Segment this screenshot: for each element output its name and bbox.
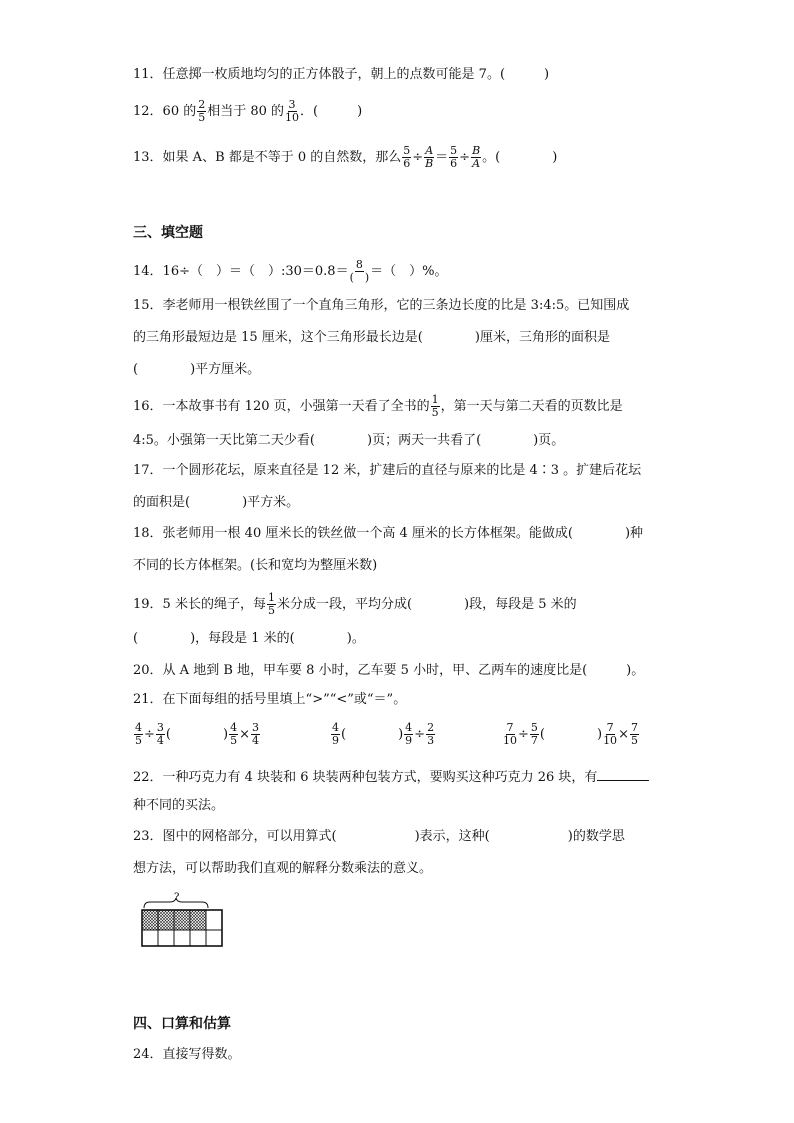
question-15-line-1: 15．李老师用一根铁丝围了一个直角三角形，它的三条边长度的比是 3:4:5。已知围成 <box>133 298 630 313</box>
operator: ÷ <box>414 727 426 742</box>
question-22-line-2: 种不同的买法。 <box>133 798 225 813</box>
denominator: 6 <box>450 157 458 170</box>
denominator: 10 <box>603 734 618 747</box>
fraction <box>251 722 260 747</box>
section-4-heading: 四、口算和估算 <box>133 1016 231 1032</box>
fraction <box>530 722 539 747</box>
numerator: 4 <box>135 721 142 734</box>
q16-fraction <box>431 394 440 419</box>
fraction <box>331 722 340 747</box>
grid-cell-hatched <box>158 910 174 930</box>
numerator: 2 <box>198 98 206 111</box>
denominator: 9 <box>332 734 339 747</box>
numerator: A <box>425 144 434 157</box>
equals: ＝ <box>435 150 449 165</box>
answer-blank: ( ) <box>539 727 603 742</box>
numerator: 1 <box>431 393 439 406</box>
q13-text-a: 13．如果 A、B 都是不等于 0 的自然数，那么 <box>133 150 402 165</box>
grid-cell-hatched <box>174 910 190 930</box>
numerator: 5 <box>530 721 538 734</box>
question-16-line-2: 4:5。小强第一天比第二天少看( )页；两天一共看了( )页。 <box>133 433 565 448</box>
operator: ÷ <box>412 150 424 165</box>
q16-text-b: ，第一天与第二天看的页数比是 <box>440 399 623 414</box>
denominator: 5 <box>230 734 238 747</box>
denominator: 10 <box>285 111 300 124</box>
denominator: 5 <box>630 734 638 747</box>
question-12 <box>133 99 362 124</box>
q12-fraction-1 <box>197 99 206 124</box>
numerator: 4 <box>405 721 413 734</box>
numerator: 1 <box>267 591 275 604</box>
q13-fraction-1 <box>402 145 411 170</box>
numerator: 7 <box>606 721 614 734</box>
operator: × <box>618 727 629 742</box>
question-15-line-3: ( )平方厘米。 <box>133 362 261 377</box>
fraction <box>404 722 413 747</box>
question-17-line-2: 的面积是( )平方米。 <box>133 495 300 510</box>
answer-blank: ( ) <box>165 727 229 742</box>
numerator: 7 <box>630 721 638 734</box>
grid-cell <box>142 930 158 946</box>
question-20: 20．从 A 地到 B 地，甲车要 8 小时，乙车要 5 小时，甲、乙两车的速度比是( )。 <box>133 663 645 678</box>
numerator: 3 <box>156 721 164 734</box>
q12-text-c: ．( ) <box>300 104 363 119</box>
fraction <box>426 722 435 747</box>
fraction <box>603 722 617 747</box>
denominator: 5 <box>198 111 206 124</box>
question-23-line-1: 23．图中的网格部分，可以用算式( )表示，这种( )的数学思 <box>133 829 625 844</box>
q14-text-a: 14．16÷（ ）＝（ ）:30＝0.8＝ <box>133 264 349 279</box>
q19-text-a: 19．5 米长的绳子，每 <box>133 597 266 612</box>
denominator: ( ) <box>349 271 370 284</box>
question-22-line-1 <box>133 768 649 787</box>
numerator: 4 <box>230 721 238 734</box>
q12-text-b: 相当于 80 的 <box>207 104 285 119</box>
numerator: 5 <box>450 144 458 157</box>
fraction <box>156 722 165 747</box>
numerator: 7 <box>506 721 514 734</box>
question-19-line-2: ( )，每段是 1 米的( )。 <box>133 631 365 646</box>
grid-cell-hatched <box>142 910 158 930</box>
question-17-line-1: 17．一个圆形花坛，原来直径是 12 米，扩建后的直径与原来的比是 4∶3 。扩建后花坛 <box>133 463 642 478</box>
denominator: 4 <box>251 734 259 747</box>
question-24: 24．直接写得数。 <box>133 1047 241 1062</box>
denominator: 7 <box>530 734 538 747</box>
grid-cell-hatched <box>190 910 206 930</box>
q12-fraction-2 <box>285 99 299 124</box>
q19-text-b: 米分成一段，平均分成( )段，每段是 5 米的 <box>276 597 577 612</box>
section-3-heading: 三、填空题 <box>133 225 203 241</box>
denominator: 10 <box>503 734 517 747</box>
grid-cell <box>190 930 206 946</box>
operator: × <box>239 727 250 742</box>
question-21: 21．在下面每组的括号里填上“>”“<”或“＝”。 <box>133 692 407 707</box>
numerator: 4 <box>332 721 339 734</box>
numerator: B <box>472 144 481 157</box>
q21-item-1 <box>133 722 261 747</box>
question-18-line-2: 不同的长方体框架。(长和宽均为整厘米数) <box>133 558 378 573</box>
q13-text-c: 。( ) <box>482 150 558 165</box>
fraction <box>229 722 238 747</box>
q14-fraction <box>350 259 370 284</box>
question-13 <box>133 145 557 170</box>
denominator: B <box>425 157 434 170</box>
fraction <box>134 722 143 747</box>
q13-fraction-4 <box>471 145 481 170</box>
answer-underline <box>597 768 649 781</box>
fraction <box>503 722 517 747</box>
operator: ÷ <box>518 727 529 742</box>
question-23-line-2: 想方法，可以帮助我们直观的解释分数乘法的意义。 <box>133 861 433 876</box>
q21-item-2 <box>330 722 436 747</box>
numerator: 8 <box>355 258 363 271</box>
answer-blank: ( ) <box>341 727 404 742</box>
grid-figure <box>140 892 236 958</box>
q14-text-b: ＝（ ）%。 <box>370 264 448 279</box>
grid-cell <box>206 930 222 946</box>
denominator: 5 <box>267 604 275 617</box>
denominator: 6 <box>403 157 411 170</box>
q16-text-a: 16．一本故事书有 120 页，小强第一天看了全书的 <box>133 399 430 414</box>
figure-question-mark: ? <box>174 892 180 903</box>
operator: ÷ <box>459 150 471 165</box>
numerator: 5 <box>403 144 411 157</box>
q13-fraction-3 <box>449 145 458 170</box>
operator: ÷ <box>144 727 155 742</box>
denominator: 5 <box>431 406 439 419</box>
q13-fraction-2 <box>424 145 434 170</box>
question-11: 11．任意掷一枚质地均匀的正方体骰子，朝上的点数可能是 7。( ) <box>133 67 550 82</box>
question-16-line-1 <box>133 394 623 419</box>
denominator: 3 <box>427 734 435 747</box>
grid-cell <box>158 930 174 946</box>
question-14 <box>133 259 448 284</box>
q12-text-a: 12．60 的 <box>133 104 197 119</box>
numerator: 3 <box>251 721 259 734</box>
question-18-line-1: 18．张老师用一根 40 厘米长的铁丝做一个高 4 厘米的长方体框架。能做成( )种 <box>133 526 644 541</box>
numerator: 3 <box>288 98 296 111</box>
question-19-line-1 <box>133 592 577 617</box>
question-15-line-2: 的三角形最短边是 15 厘米，这个三角形最长边是( )厘米，三角形的面积是 <box>133 330 610 345</box>
denominator: A <box>472 157 481 170</box>
grid-cell <box>206 910 222 930</box>
q19-fraction <box>267 592 276 617</box>
q21-item-3 <box>502 722 640 747</box>
fraction <box>630 722 639 747</box>
grid-cell <box>174 930 190 946</box>
denominator: 4 <box>156 734 164 747</box>
denominator: 5 <box>135 734 142 747</box>
denominator: 9 <box>405 734 413 747</box>
numerator: 2 <box>427 721 435 734</box>
q22-text: 22．一种巧克力有 4 块装和 6 块装两种包装方式，要购买这种巧克力 26 块，有 <box>133 770 598 785</box>
